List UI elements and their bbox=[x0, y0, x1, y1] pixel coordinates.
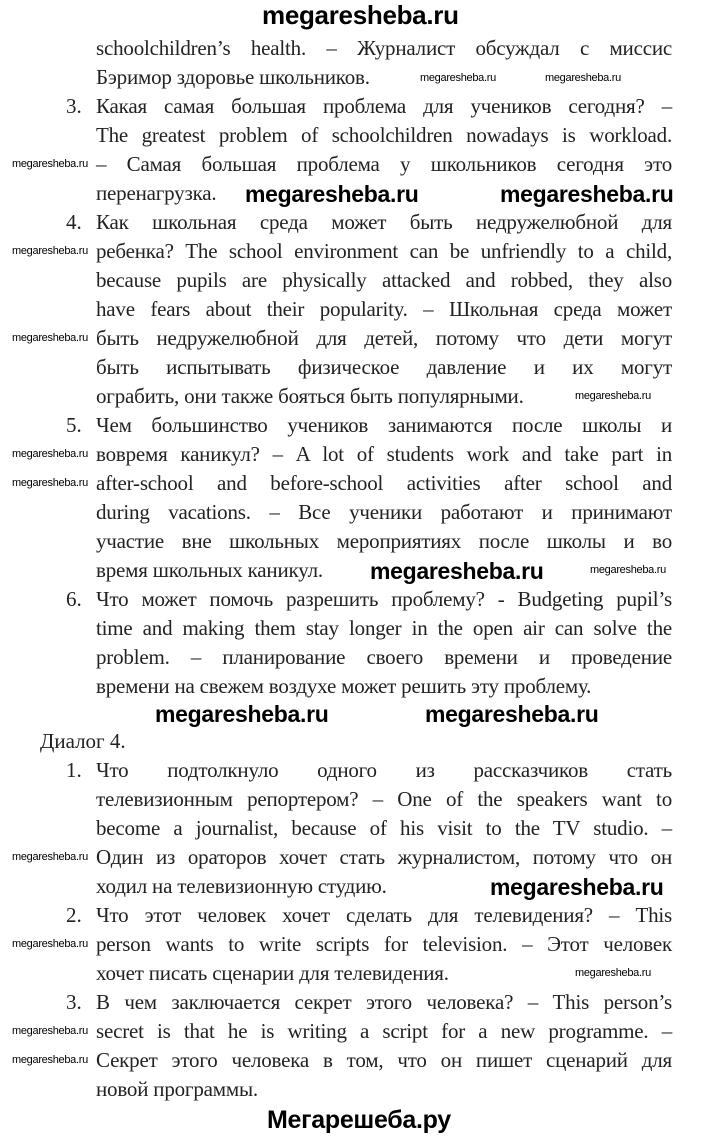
text-line: Бэримор здоровье школьников. bbox=[96, 65, 370, 89]
text-line: secret is that he is writing a script for a new programme. – bbox=[96, 1019, 672, 1043]
list-number: 3. bbox=[66, 990, 82, 1014]
footer-watermark: Мегарешеба.ру bbox=[267, 1106, 451, 1134]
text-line: новой программы. bbox=[96, 1077, 258, 1101]
watermark: megaresheba.ru bbox=[12, 938, 88, 950]
text-line: хочет писать сценарии для телевидения. bbox=[96, 961, 449, 985]
watermark: megaresheba.ru bbox=[425, 701, 599, 727]
text-line: become a journalist, because of his visit to the TV studio. – bbox=[96, 816, 672, 840]
watermark: megaresheba.ru bbox=[12, 158, 88, 170]
text-line: Что этот человек хочет сделать для телевидения? – This bbox=[96, 903, 672, 927]
text-line: person wants to write scripts for television. – Этот человек bbox=[96, 932, 672, 956]
text-line: during vacations. – Все ученики работают и принимают bbox=[96, 500, 672, 524]
watermark: megaresheba.ru bbox=[12, 1025, 88, 1037]
text-line: Что может помочь разрешить проблему? - Budgeting pupil’s bbox=[96, 587, 672, 611]
list-number: 1. bbox=[66, 758, 82, 782]
text-line: Секрет этого человека в том, что он пишет сценарий для bbox=[96, 1048, 672, 1072]
watermark: megaresheba.ru bbox=[500, 181, 674, 207]
dialog-heading: Диалог 4. bbox=[40, 729, 126, 753]
text-line: have fears about their popularity. – Школьная среда может bbox=[96, 297, 672, 321]
text-line: ходил на телевизионную студию. bbox=[96, 874, 387, 898]
watermark: megaresheba.ru bbox=[12, 448, 88, 460]
text-line: Какая самая большая проблема для учеников сегодня? – bbox=[96, 94, 672, 118]
watermark: megaresheba.ru bbox=[245, 181, 419, 207]
text-line: Один из ораторов хочет стать журналистом, потому что он bbox=[96, 845, 672, 869]
watermark: megaresheba.ru bbox=[490, 874, 664, 900]
list-number: 2. bbox=[66, 903, 82, 927]
watermark: megaresheba.ru bbox=[12, 332, 88, 344]
list-number: 4. bbox=[66, 210, 82, 234]
watermark: megaresheba.ru bbox=[12, 1054, 88, 1066]
text-line: ребенка? The school environment can be unfriendly to a child, bbox=[96, 239, 672, 263]
text-line: телевизионным репортером? – One of the speakers want to bbox=[96, 787, 672, 811]
text-line: problem. – планирование своего времени и проведение bbox=[96, 645, 672, 669]
text-line: after-school and before-school activities after school and bbox=[96, 471, 672, 495]
text-line: schoolchildren’s health. – Журналист обсуждал с миссис bbox=[96, 36, 672, 60]
text-line: time and making them stay longer in the open air can solve the bbox=[96, 616, 672, 640]
text-line: Как школьная среда может быть недружелюбной для bbox=[96, 210, 672, 234]
text-line: быть испытывать физическое давление и их могут bbox=[96, 355, 672, 379]
watermark: megaresheba.ru bbox=[370, 558, 544, 584]
list-number: 3. bbox=[66, 94, 82, 118]
text-line: The greatest problem of schoolchildren nowadays is workload. bbox=[96, 123, 672, 147]
text-line: – Самая большая проблема у школьников сегодня это bbox=[96, 152, 672, 176]
text-line: времени на свежем воздухе может решить эту проблему. bbox=[96, 674, 592, 698]
text-line: перенагрузка. bbox=[96, 181, 217, 205]
list-number: 5. bbox=[66, 413, 82, 437]
watermark: megaresheba.ru bbox=[575, 390, 651, 402]
watermark: megaresheba.ru bbox=[575, 967, 651, 979]
watermark: megaresheba.ru bbox=[12, 851, 88, 863]
text-line: Чем большинство учеников занимаются после школы и bbox=[96, 413, 672, 437]
list-number: 6. bbox=[66, 587, 82, 611]
text-line: ограбить, они также бояться быть популярными. bbox=[96, 384, 524, 408]
watermark: megaresheba.ru bbox=[545, 72, 621, 84]
text-line: быть недружелюбной для детей, потому что дети могут bbox=[96, 326, 672, 350]
watermark: megaresheba.ru bbox=[155, 701, 329, 727]
watermark: megaresheba.ru bbox=[12, 245, 88, 257]
text-line: because pupils are physically attacked and robbed, they also bbox=[96, 268, 672, 292]
text-line: вовремя каникул? – A lot of students work and take part in bbox=[96, 442, 672, 466]
watermark: megaresheba.ru bbox=[12, 477, 88, 489]
watermark: megaresheba.ru bbox=[420, 72, 496, 84]
text-line: В чем заключается секрет этого человека? – This person’s bbox=[96, 990, 672, 1014]
header-watermark: megaresheba.ru bbox=[262, 0, 459, 30]
watermark: megaresheba.ru bbox=[590, 564, 666, 576]
text-line: время школьных каникул. bbox=[96, 558, 323, 582]
text-line: участие вне школьных мероприятиях после школы и во bbox=[96, 529, 672, 553]
text-line: Что подтолкнуло одного из рассказчиков стать bbox=[96, 758, 672, 782]
